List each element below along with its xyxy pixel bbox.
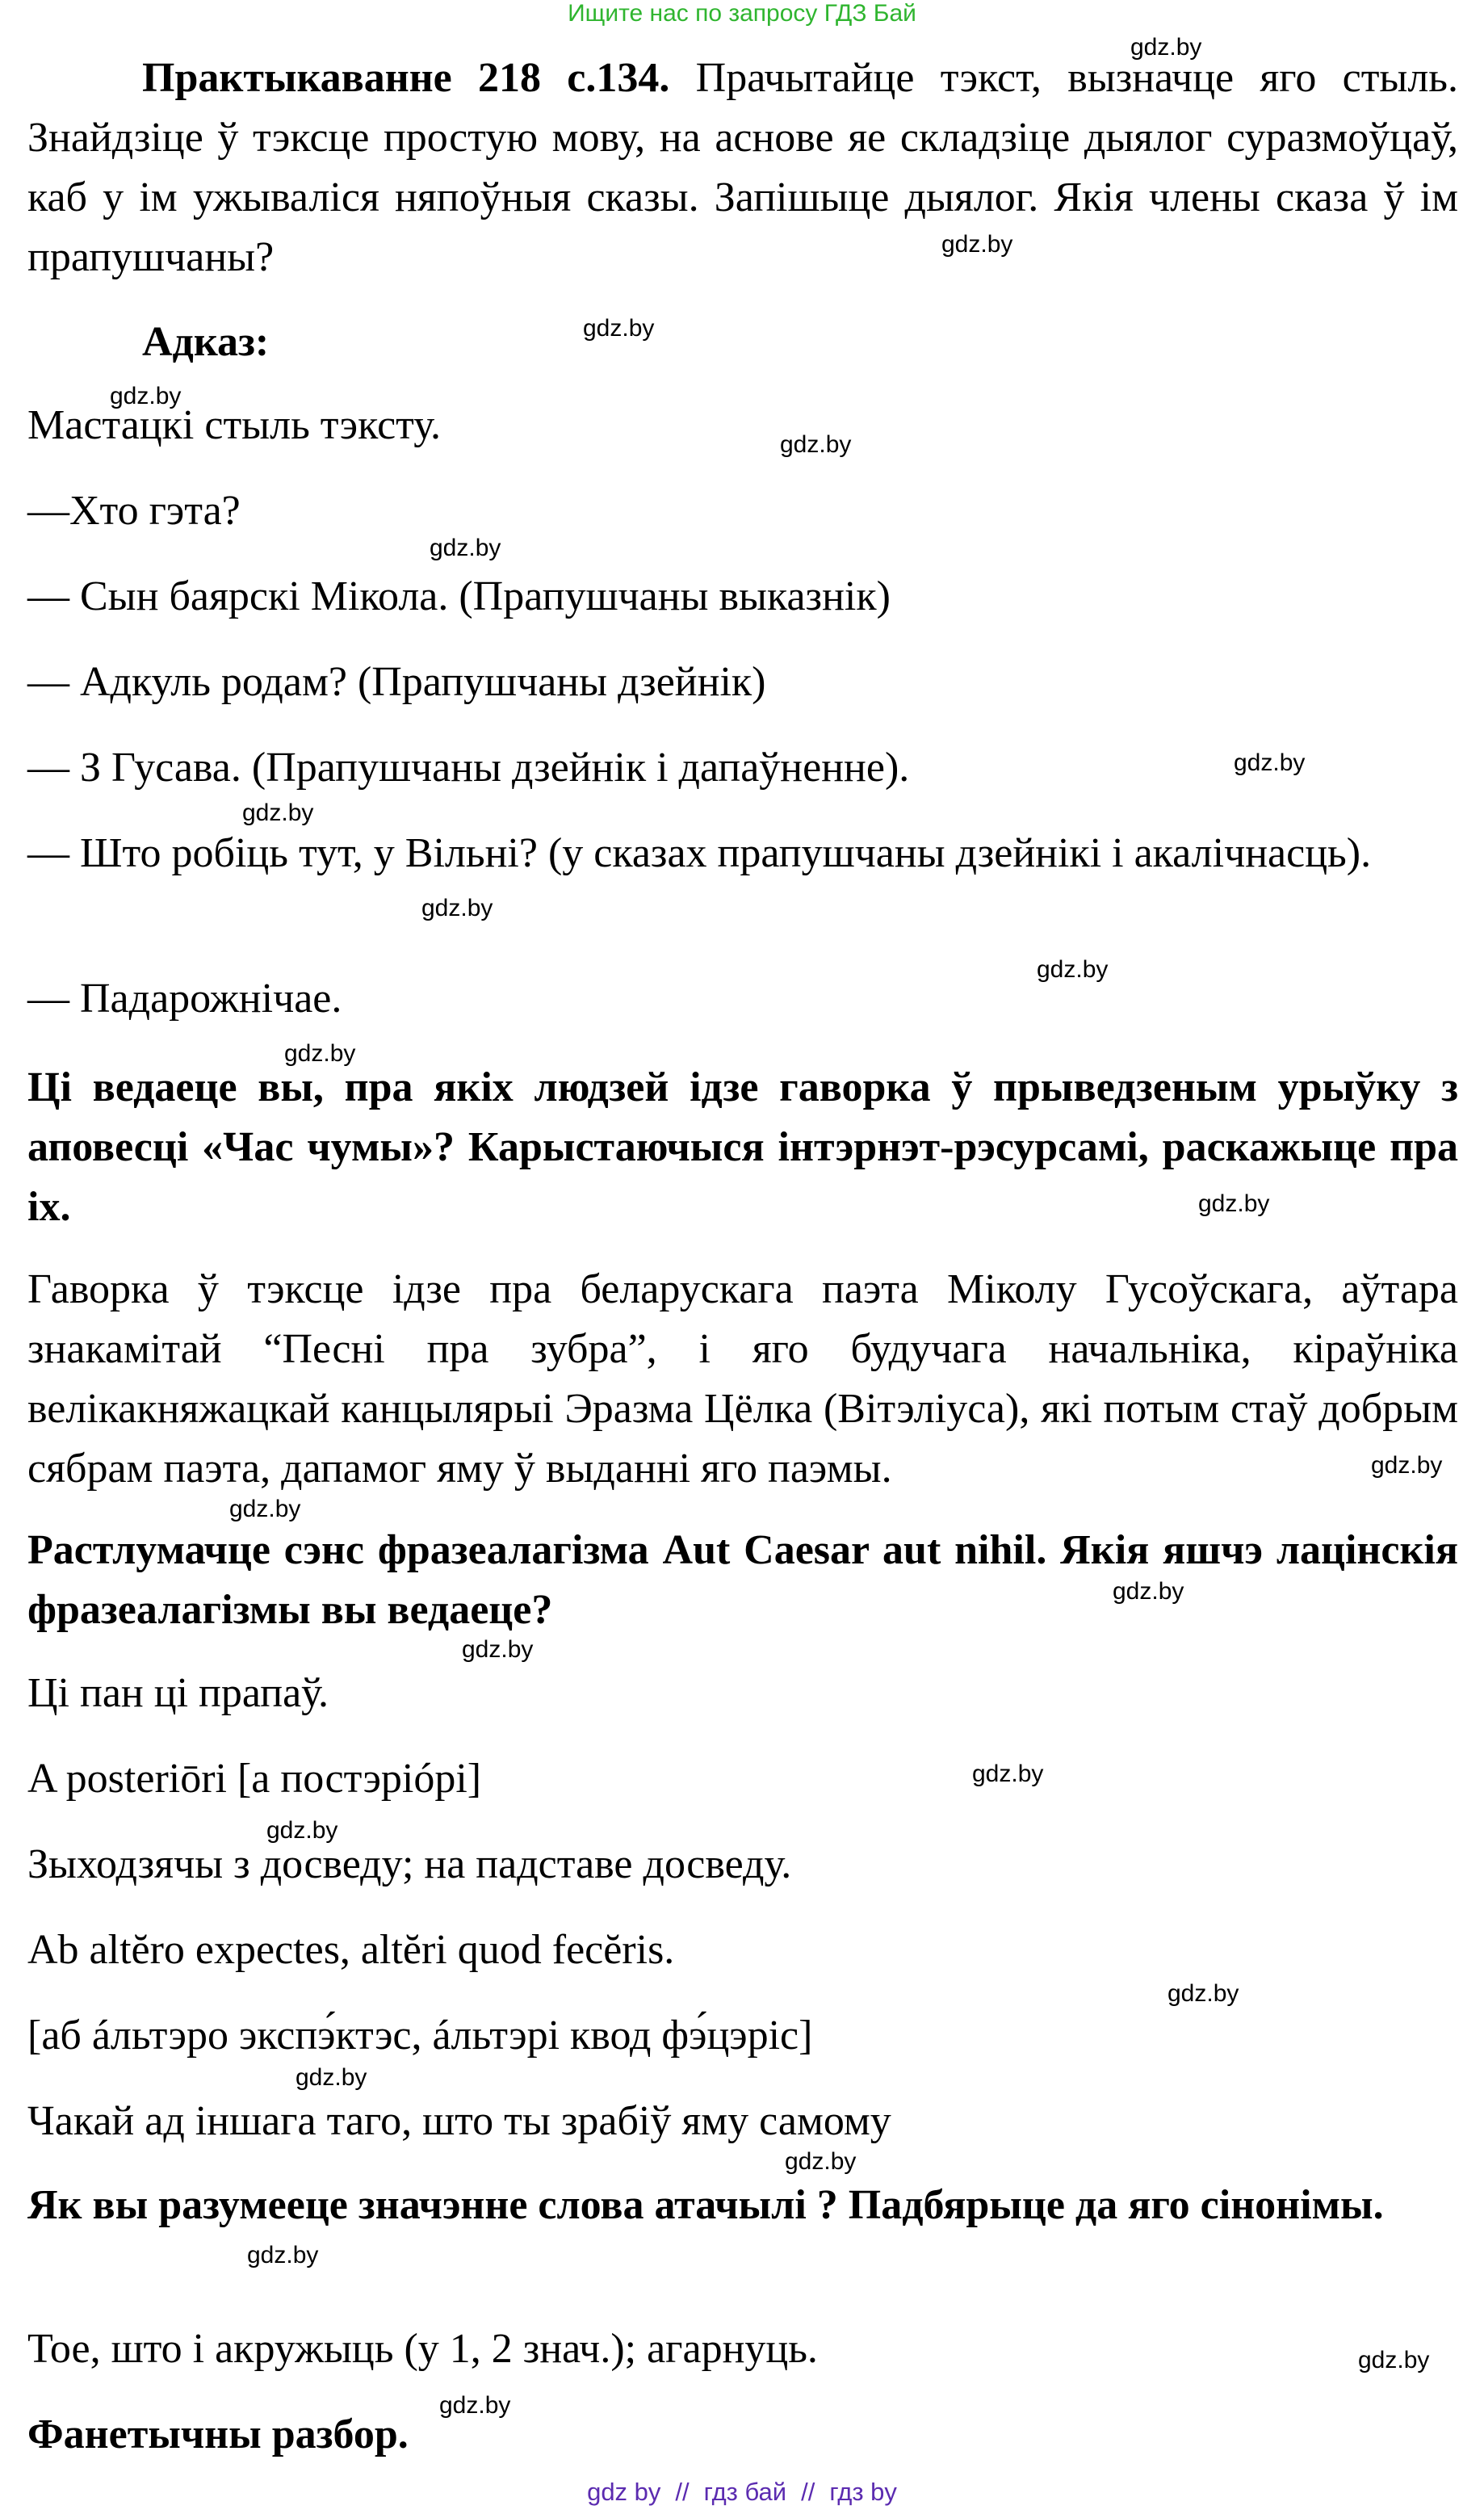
watermark: gdz.by xyxy=(780,431,852,458)
watermark: gdz.by xyxy=(462,1636,534,1663)
watermark: gdz.by xyxy=(110,383,182,409)
dialog-line-6: — Падарожнічае. xyxy=(27,976,342,1022)
footer-link-gdz-by[interactable]: gdz by xyxy=(587,2478,661,2506)
footer-separator: // xyxy=(801,2478,815,2506)
question-5: Фанетычны разбор. xyxy=(27,2411,409,2457)
dialog-line-4: — З Гусава. (Прапушчаны дзейнік і дапаўненне). xyxy=(27,745,910,791)
watermark: gdz.by xyxy=(284,1040,356,1067)
watermark: gdz.by xyxy=(266,1817,338,1844)
watermark: gdz.by xyxy=(1234,749,1306,776)
watermark: gdz.by xyxy=(1167,1980,1239,2007)
watermark: gdz.by xyxy=(247,2242,319,2268)
footer-links xyxy=(0,2478,1484,2507)
answer-3-line-5: [аб áльтэро экспэ́ктэс, áльтэрі квод фэ́цэріс] xyxy=(27,2012,813,2059)
watermark: gdz.by xyxy=(296,2064,367,2091)
answer-3-line-6: Чакай ад іншага таго, што ты зрабіў яму самому xyxy=(27,2098,891,2144)
watermark: gdz.by xyxy=(1358,2347,1430,2373)
answer-3-line-2: A posteriōri [а постэрióрі] xyxy=(27,1756,482,1802)
watermark: gdz.by xyxy=(1198,1190,1270,1217)
dialog-line-2: — Сын баярскі Мікола. (Прапушчаны выказнік) xyxy=(27,573,891,619)
question-3: Растлумачце сэнс фразеалагізма Aut Caesar aut nihil. Якія яшчэ лацінскія фразеалагізмы вы ведаеце? xyxy=(27,1527,1458,1633)
dialog-line-5: — Што робіць тут, у Вільні? (у сказах прапушчаны дзейнікі і акалічнасць). xyxy=(27,830,1372,876)
watermark: gdz.by xyxy=(785,2148,857,2175)
task-title: Практыкаванне 218 с.134. xyxy=(142,55,670,101)
answer-label: Адказ: xyxy=(142,319,270,365)
answer-4: Тое, што і акружыць (у 1, 2 знач.); агарнуць. xyxy=(27,2326,818,2372)
search-hint-link[interactable]: Ищите нас по запросу ГДЗ Бай xyxy=(568,0,916,27)
watermark: gdz.by xyxy=(941,231,1013,258)
footer-link-gdz-bai[interactable]: гдз бай xyxy=(703,2478,787,2506)
dialog-line-3: — Адкуль родам? (Прапушчаны дзейнік) xyxy=(27,659,766,705)
style-line: Мастацкі стыль тэксту. xyxy=(27,402,442,448)
watermark: gdz.by xyxy=(1371,1452,1443,1479)
watermark: gdz.by xyxy=(242,800,314,826)
watermark: gdz.by xyxy=(972,1761,1044,1787)
answer-3-line-1: Ці пан ці прапаў. xyxy=(27,1670,329,1716)
watermark: gdz.by xyxy=(439,2392,511,2419)
watermark: gdz.by xyxy=(1113,1578,1184,1605)
watermark: gdz.by xyxy=(421,895,493,921)
question-2: Ці ведаеце вы, пра якіх людзей ідзе гаворка ў прыведзеным урыўку з аповесці «Час чумы»? Карыстаючыся інтэрнэт-рэсурсамі, раскажыце пра іх. xyxy=(27,1064,1458,1230)
answer-3-line-3: Зыходзячы з досведу; на падставе досведу. xyxy=(27,1841,792,1887)
task-paragraph xyxy=(27,48,1458,287)
footer-separator: // xyxy=(675,2478,690,2506)
dialog-line-1: —Хто гэта? xyxy=(27,488,241,534)
task-text: Прачытайце тэкст, вызначце яго стыль. Знайдзіце ў тэксце простую мову, на аснове яе складзіце дыялог суразмоўцаў, каб у ім ужываліся няпоўныя сказы. Запішыце дыялог. Якія члены сказа ў ім прапушчаны? xyxy=(27,55,1459,280)
watermark: gdz.by xyxy=(229,1496,301,1522)
watermark: gdz.by xyxy=(583,315,655,342)
watermark: gdz.by xyxy=(430,535,501,561)
watermark: gdz.by xyxy=(1037,956,1109,983)
answer-3-line-4: Ab altĕro expectes, altĕri quod fecĕris. xyxy=(27,1927,675,1973)
watermark: gdz.by xyxy=(1130,34,1202,61)
answer-2: Гаворка ў тэксце ідзе пра беларускага паэта Міколу Гусоўскага, аўтара знакамітай “Песні пра зубра”, і яго будучага начальніка, кіраўніка велікакняжацкай канцылярыі Эразма Цёлка (Вітэліуса), які потым стаў добрым сябрам паэта, дапамог яму ў выданні яго паэмы. xyxy=(27,1266,1458,1492)
footer-link-gdz-by-cyr[interactable]: гдз by xyxy=(829,2478,897,2506)
question-4: Як вы разумееце значэнне слова атачылі ? Падбярыце да яго сінонімы. xyxy=(27,2182,1384,2228)
